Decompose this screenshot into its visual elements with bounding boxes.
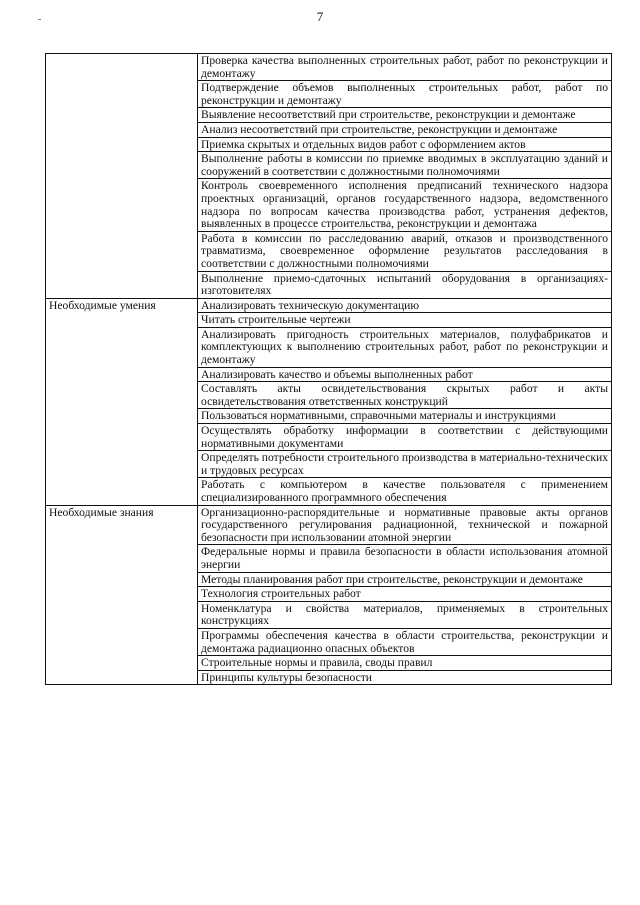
table-row: [46, 298, 612, 313]
table-row: [46, 505, 612, 545]
list-item: Выполнение работы в комиссии по приемке вводимых в эксплуатацию зданий и сооружений в соответствии с должностными полномочиями: [198, 152, 612, 179]
list-item: Пользоваться нормативными, справочными материалы и инструкциями: [198, 409, 612, 424]
list-item: Приемка скрытых и отдельных видов работ с оформлением актов: [198, 137, 612, 152]
list-item: Подтверждение объемов выполненных строительных работ, работ по реконструкции и демонтажу: [198, 81, 612, 108]
list-item: Читать строительные чертежи: [198, 313, 612, 328]
list-item: Анализировать техническую документацию: [198, 298, 612, 313]
list-item: Составлять акты освидетельствования скрытых работ и акты освидетельствования ответственных конструкций: [198, 382, 612, 409]
list-item: Определять потребности строительного производства в материально-технических и трудовых ресурсах: [198, 451, 612, 478]
list-item: Анализ несоответствий при строительстве, реконструкции и демонтаже: [198, 122, 612, 137]
list-item: Выполнение приемо-сдаточных испытаний оборудования в организациях-изготовителях: [198, 271, 612, 298]
list-item: Организационно-распорядительные и нормативные правовые акты органов государственного регулирования радиационной, технической и пожарной безопасности при использовании атомной энергии: [198, 505, 612, 545]
list-item: Осуществлять обработку информации в соответствии с действующими нормативными документами: [198, 424, 612, 451]
list-item: Анализировать качество и объемы выполненных работ: [198, 367, 612, 382]
page-number: 7: [316, 9, 324, 24]
list-item: Строительные нормы и правила, своды правил: [198, 656, 612, 671]
list-item: Выявление несоответствий при строительстве, реконструкции и демонтаже: [198, 108, 612, 123]
section-label: Необходимые знания: [46, 505, 198, 685]
list-item: Федеральные нормы и правила безопасности в области использования атомной энергии: [198, 545, 612, 572]
table-row: [46, 54, 612, 81]
scan-mark: -: [38, 14, 42, 25]
list-item: Работа в комиссии по расследованию аварий, отказов и производственного травматизма, своевременное оформление результатов расследования в соответствии с должностными полномочиями: [198, 231, 612, 271]
list-item: Методы планирования работ при строительстве, реконструкции и демонтаже: [198, 572, 612, 587]
section-label: [46, 54, 198, 299]
list-item: Принципы культуры безопасности: [198, 670, 612, 685]
list-item: Анализировать пригодность строительных материалов, полуфабрикатов и комплектующих к выполнению строительных работ, работ по реконструкции и демонтажу: [198, 327, 612, 367]
list-item: Контроль своевременного исполнения предписаний технического надзора проектных организаций, органов государственного надзора, ведомственного надзора по вопросам качества производства работ, устранения дефектов, выявленных в процессе строительства, реконструкции и демонтажа: [198, 179, 612, 231]
list-item: Технология строительных работ: [198, 587, 612, 602]
list-item: Проверка качества выполненных строительных работ, работ по реконструкции и демонтажу: [198, 54, 612, 81]
list-item: Программы обеспечения качества в области строительства, реконструкции и демонтажа радиационно опасных объектов: [198, 628, 612, 655]
list-item: Номенклатура и свойства материалов, применяемых в строительных конструкциях: [198, 601, 612, 628]
list-item: Работать с компьютером в качестве пользователя с применением специализированного программного обеспечения: [198, 478, 612, 505]
requirements-table: [45, 53, 612, 685]
section-label: Необходимые умения: [46, 298, 198, 505]
